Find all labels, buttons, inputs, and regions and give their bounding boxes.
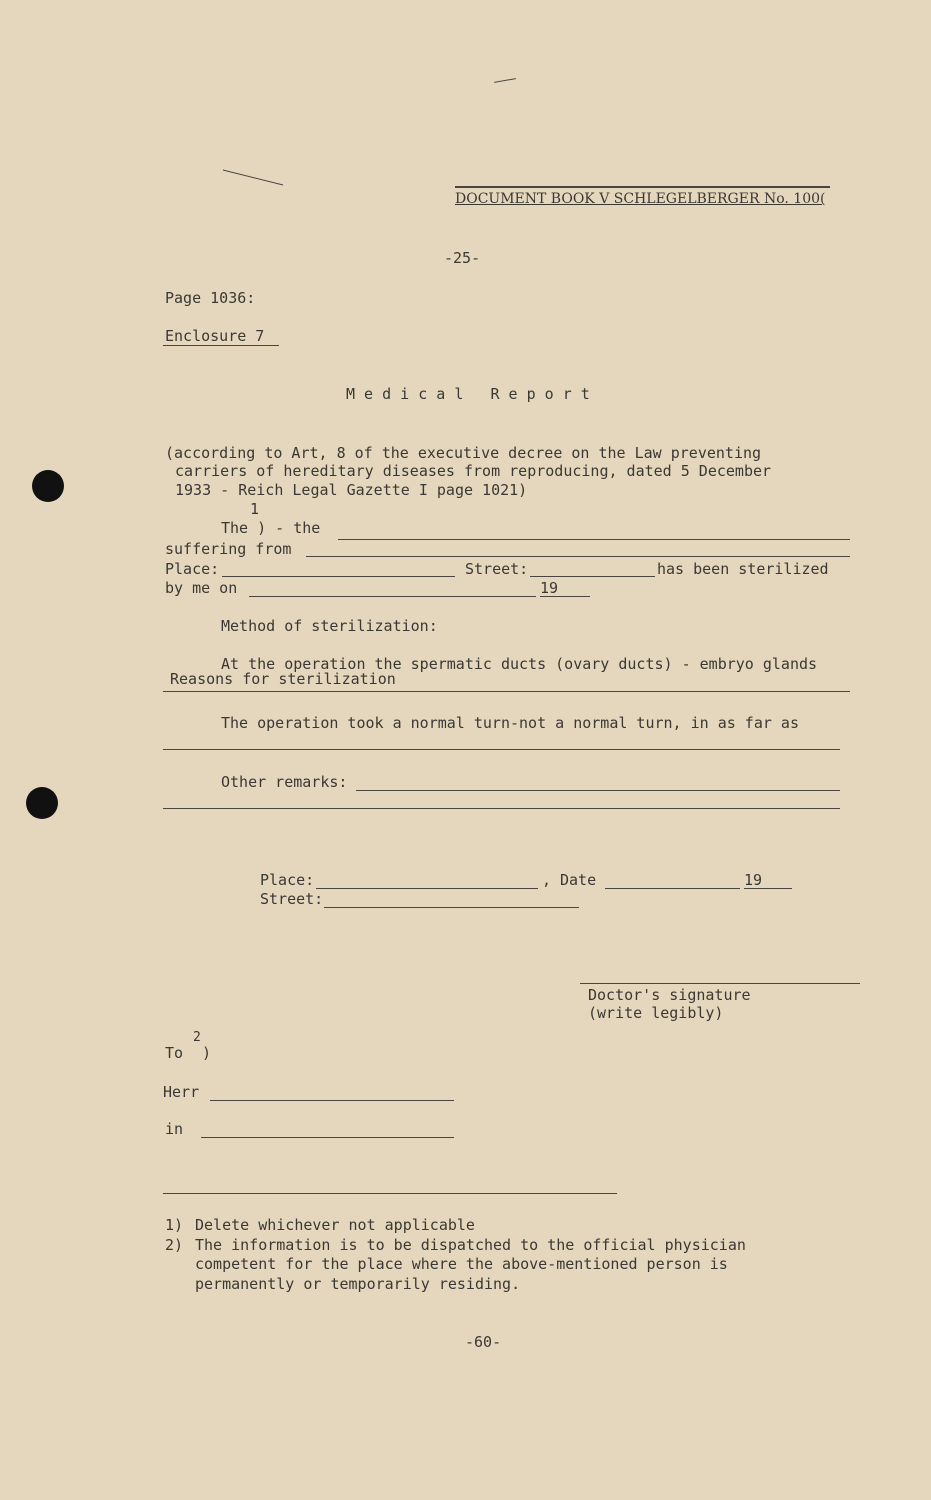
operation-line: At the operation the spermatic ducts (ovary ducts) - embryo glands [221,655,818,673]
document-reference: DOCUMENT BOOK V SCHLEGELBERGER No. 100( [455,191,826,207]
herr-field-line [210,1100,454,1101]
place-label: Place: [165,560,220,578]
method-label: Method of sterilization: [221,617,438,635]
footnote-1-number: 1) [165,1216,184,1234]
page-label: Page 1036: [165,289,256,307]
signature-caption-2: (write legibly) [588,1004,724,1022]
stray-mark [223,170,283,186]
the-field-line [338,539,850,540]
sig-place-line [316,888,538,889]
footnote-2-number: 2) [165,1236,184,1254]
place-field-line [222,576,455,577]
date-field-line [249,596,536,597]
footnote-1-text: Delete whichever not applicable [195,1216,475,1234]
in-field-line [201,1137,454,1138]
sig-date-line [605,888,740,889]
suffering-field-line [306,556,850,557]
sig-comma: , [542,871,552,889]
footnote-2-line-3: permanently or temporarily residing. [195,1275,521,1293]
street-field-line [530,576,655,577]
in-label: in [165,1120,184,1138]
the-label: The ) - the [221,519,321,537]
page-number-top: -25- [444,249,481,267]
to-footnote-mark: 2 [193,1030,201,1045]
sterilized-label: has been sterilized [657,560,829,578]
street-label: Street: [465,560,529,578]
footnote-separator [163,1193,617,1194]
year-field-line [540,596,590,597]
intro-line-1: (according to Art, 8 of the executive decree on the Law preventing [165,444,762,462]
sig-date-label: Date [560,871,597,889]
stray-mark [494,78,516,83]
year-prefix: 19 [540,579,559,597]
header-overline [455,186,830,188]
reasons-label: Reasons for sterilization [170,670,396,688]
reasons-field-line [163,691,850,692]
punch-hole-bottom [26,787,58,819]
turn-line: The operation took a normal turn-not a normal turn, in as far as [221,714,799,732]
sig-street-line [324,907,579,908]
signature-line [580,983,860,984]
sig-street-label: Street: [260,890,324,908]
other-remarks-line-1 [356,790,840,791]
by-me-label: by me on [165,579,238,597]
footnote-mark-1: 1 [250,500,260,518]
punch-hole-top [32,470,64,502]
suffering-label: suffering from [165,540,292,558]
footnote-2-line-2: competent for the place where the above-mentioned person is [195,1255,728,1273]
turn-field-line [163,749,840,750]
enclosure-underline [163,345,279,346]
sig-year-prefix: 19 [744,871,763,889]
signature-caption-1: Doctor's signature [588,986,751,1004]
sig-year-line [744,888,792,889]
other-remarks-label: Other remarks: [221,773,348,791]
page-number-bottom: -60- [465,1333,502,1351]
page-title: M e d i c a l R e p o r t [346,385,590,403]
herr-label: Herr [163,1083,200,1101]
other-remarks-line-2 [163,808,840,809]
to-paren: ) [202,1044,212,1062]
intro-line-2: carriers of hereditary diseases from reproducing, dated 5 December [175,462,772,480]
footnote-2-line-1: The information is to be dispatched to the official physician [195,1236,746,1254]
sig-place-label: Place: [260,871,315,889]
to-label: To [165,1044,184,1062]
enclosure-label: Enclosure 7 [165,327,265,345]
intro-line-3: 1933 - Reich Legal Gazette I page 1021) [175,481,528,499]
